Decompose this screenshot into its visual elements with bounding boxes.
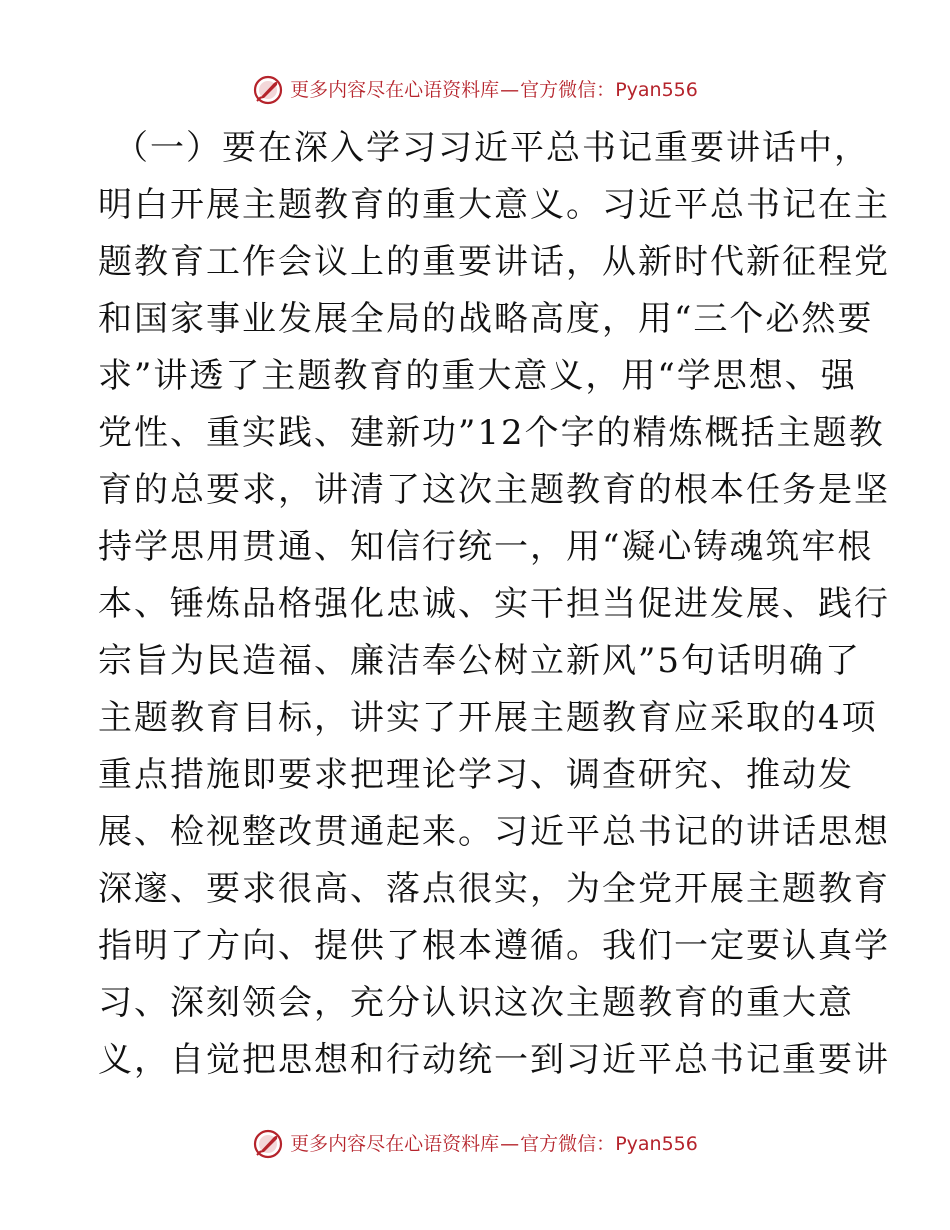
text-line-6: 党性、重实践、建新功”12个字的精炼概括主题教: [98, 413, 885, 453]
watermark-wechat-label: 官方微信：: [520, 78, 616, 101]
text-line-12: 重点措施即要求把理论学习、调查研究、推动发: [98, 755, 854, 795]
text-line-11: 主题教育目标，讲实了开展主题教育应采取的4项: [98, 698, 878, 738]
text-line-5: 求”讲透了主题教育的重大意义，用“学思想、强: [98, 356, 857, 396]
text-line-4: 和国家事业发展全局的战略高度，用“三个必然要: [98, 299, 874, 339]
text-line-15: 指明了方向、提供了根本遵循。我们一定要认真学: [98, 926, 890, 966]
footer-watermark: [0, 1128, 950, 1160]
watermark-text: [290, 1132, 698, 1155]
text-line-16: 习、深刻领会，充分认识这次主题教育的重大意: [98, 983, 854, 1023]
header-watermark: [0, 74, 950, 106]
text-line-14: 深邃、要求很高、落点很实，为全党开展主题教育: [98, 869, 890, 909]
watermark-wechat-label: 官方微信：: [520, 1132, 616, 1155]
quill-emblem-icon: [252, 74, 284, 106]
quill-emblem-icon: [252, 1128, 284, 1160]
watermark-separator: —: [500, 1132, 520, 1155]
text-line-13: 展、检视整改贯通起来。习近平总书记的讲话思想: [98, 812, 890, 852]
text-line-9: 本、锤炼品格强化忠诚、实干担当促进发展、践行: [98, 584, 890, 624]
text-line-2: 明白开展主题教育的重大意义。习近平总书记在主: [98, 185, 890, 225]
text-line-7: 育的总要求，讲清了这次主题教育的根本任务是坚: [98, 470, 890, 510]
watermark-wechat-id: Pyan556: [615, 1132, 698, 1155]
text-line-3: 题教育工作会议上的重要讲话，从新时代新征程党: [98, 242, 890, 282]
text-line-1: （一）要在深入学习习近平总书记重要讲话中，: [114, 128, 870, 168]
watermark-site: 更多内容尽在心语资料库: [290, 1132, 500, 1155]
text-line-8: 持学思用贯通、知信行统一，用“凝心铸魂筑牢根: [98, 527, 874, 567]
watermark-text: [290, 78, 698, 101]
watermark-separator: —: [500, 78, 520, 101]
watermark-site: 更多内容尽在心语资料库: [290, 78, 500, 101]
watermark-wechat-id: Pyan556: [615, 78, 698, 101]
text-line-17: 义，自觉把思想和行动统一到习近平总书记重要讲: [98, 1040, 890, 1080]
text-line-10: 宗旨为民造福、廉洁奉公树立新风”5句话明确了: [98, 641, 862, 681]
